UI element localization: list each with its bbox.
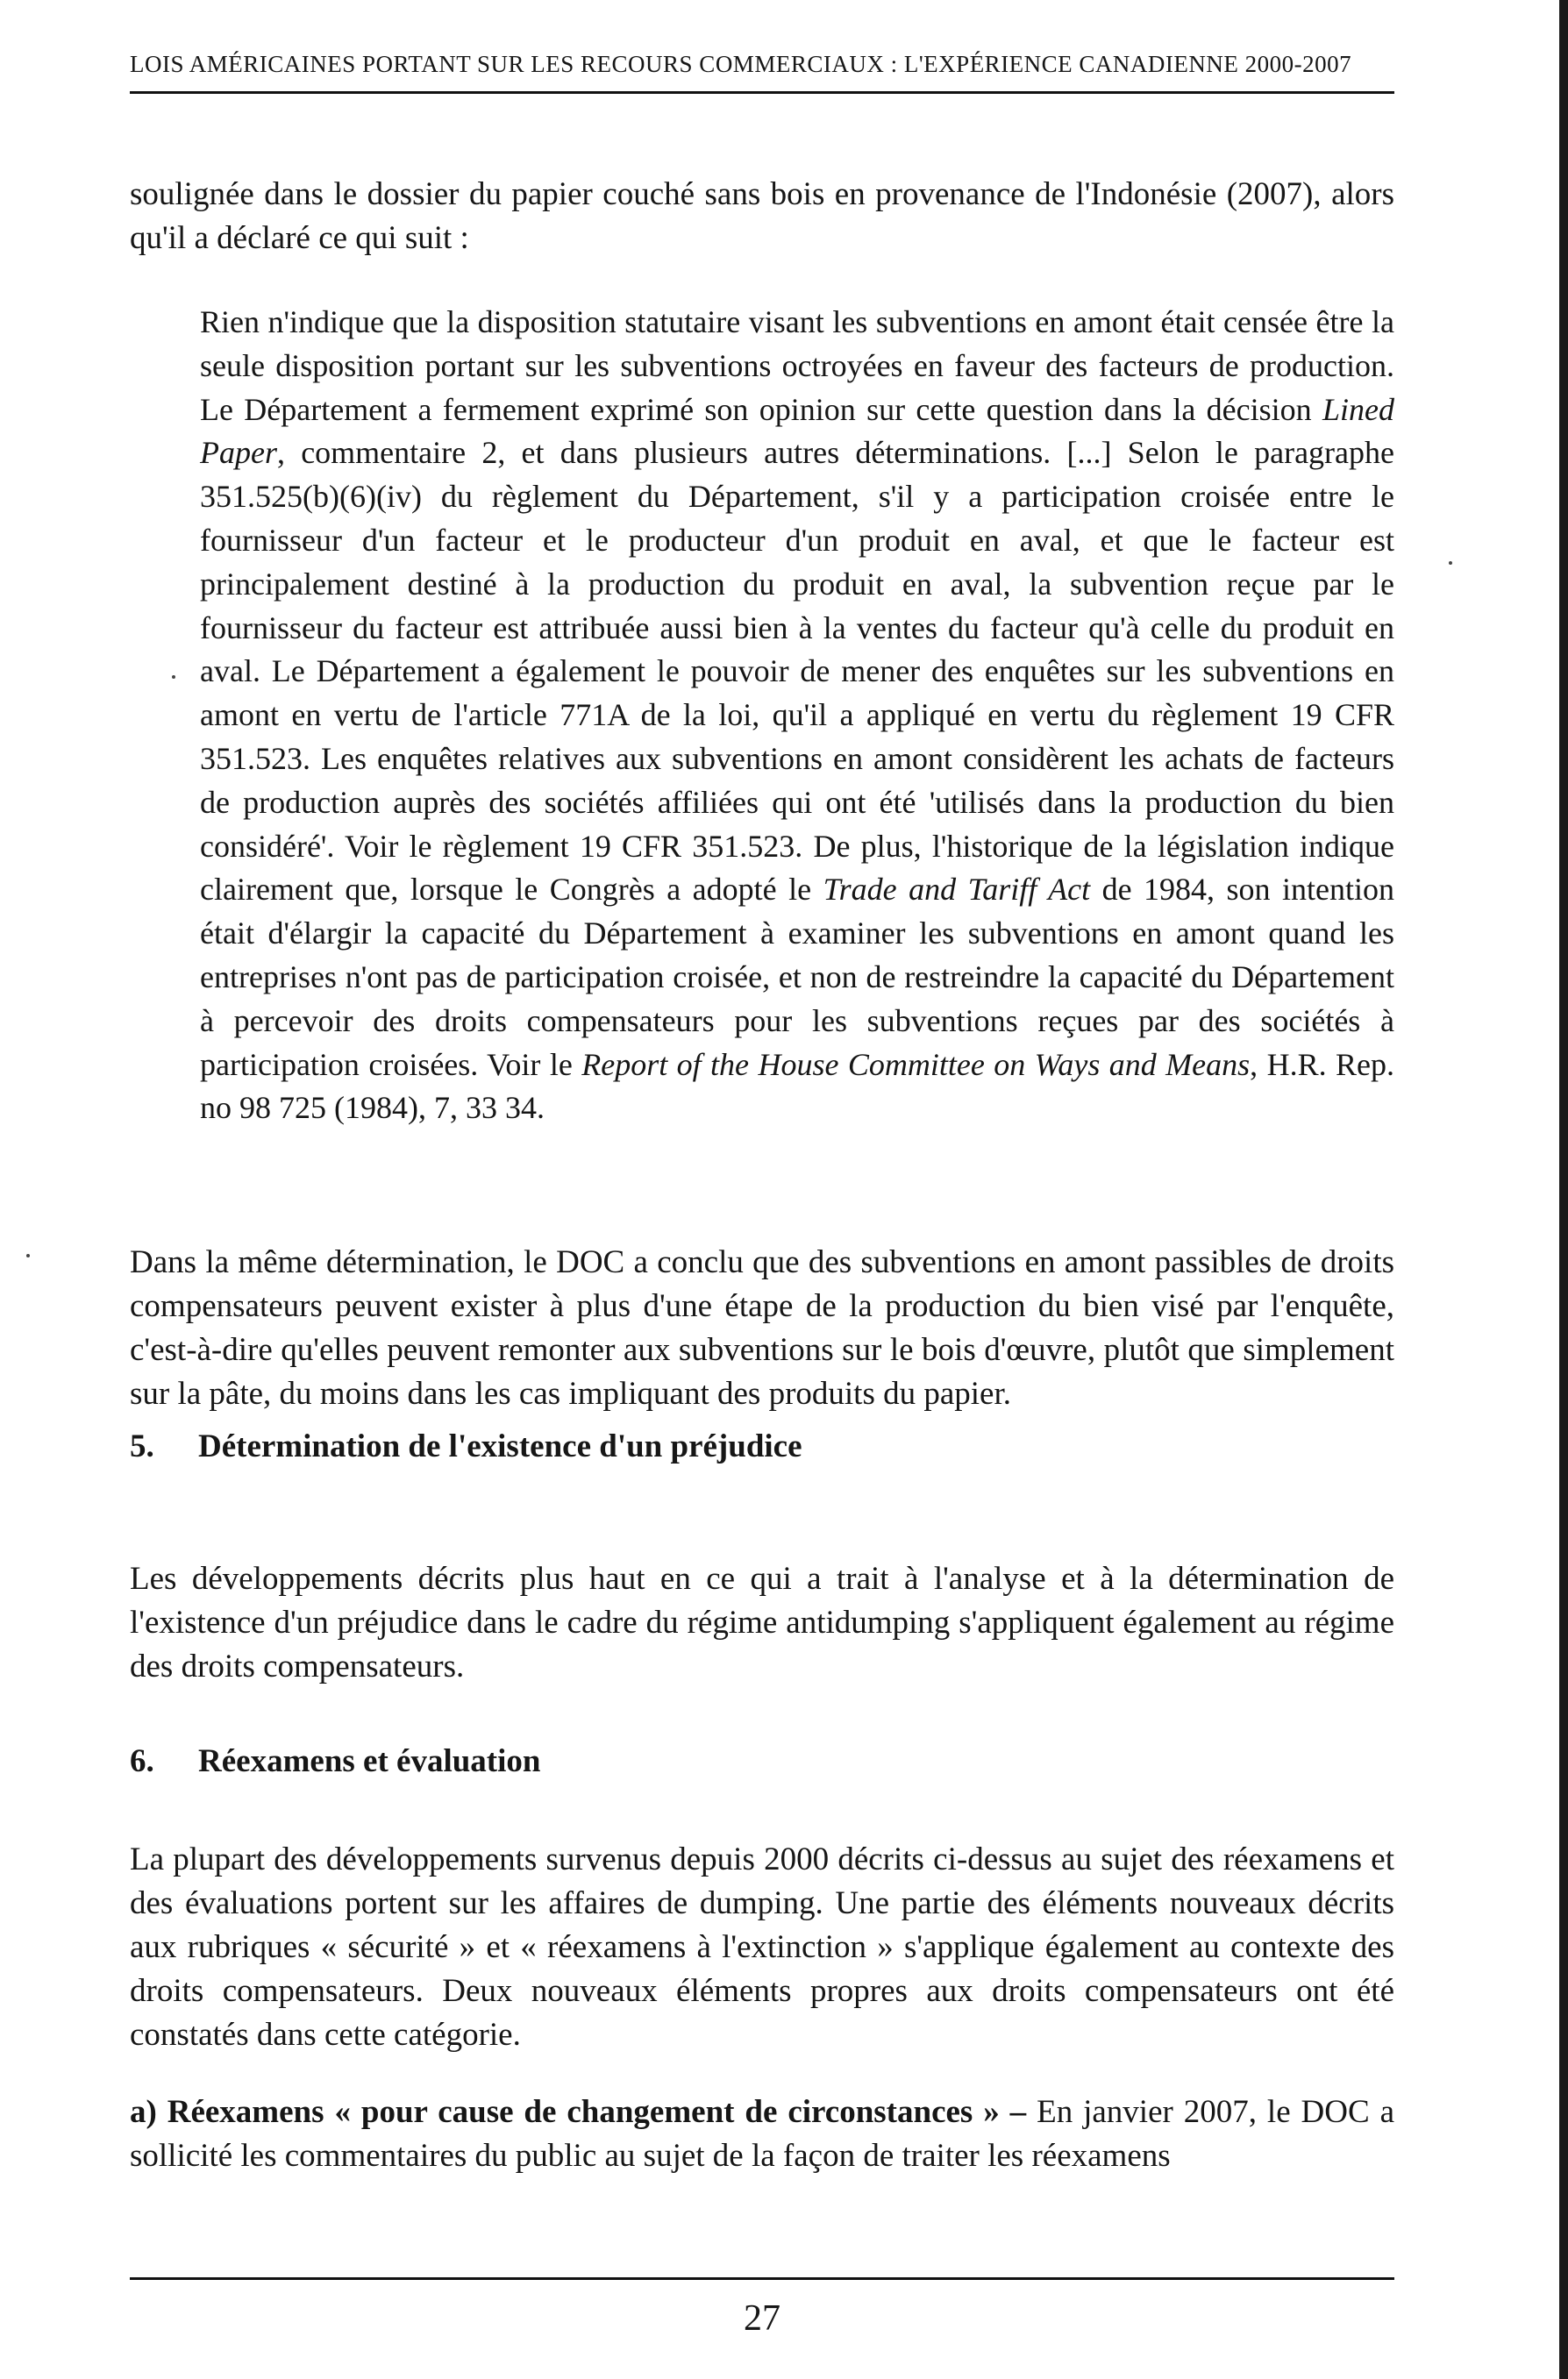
section-5-number: 5. xyxy=(130,1428,154,1464)
paragraph-5-lead: a) Réexamens « pour cause de changement de circonstances » – xyxy=(130,2094,1027,2130)
quote-italic-trade-act: Trade and Tariff Act xyxy=(823,872,1091,908)
intro-paragraph: soulignée dans le dossier du papier couché sans bois en provenance de l'Indonésie (2007), alors qu'il a déclaré ce qui suit : xyxy=(130,176,1394,256)
paragraph-2: Dans la même détermination, le DOC a conclu que des subventions en amont passibles de droits compensateurs peuvent exister à plus d'une étape de la production du bien visé par l'enquête, c'est-à-dire qu'elles peuvent remonter aux subventions sur le bois d'œuvre, plutôt que simplement sur la pâte, du moins dans les cas impliquant des produits du papier. xyxy=(130,1244,1394,1412)
page-number: 27 xyxy=(744,2298,780,2339)
block-quote xyxy=(200,301,1394,1130)
running-head: LOIS AMÉRICAINES PORTANT SUR LES RECOURS COMMERCIAUX : L'EXPÉRIENCE CANADIENNE 2000-2007 xyxy=(130,51,1352,77)
quote-italic-report: Report of the House Committee on Ways and Means xyxy=(581,1046,1251,1082)
section-6-number: 6. xyxy=(130,1743,154,1779)
quote-text-1: Rien n'indique que la disposition statutaire visant les subventions en amont était censée être la seule disposition portant sur les subventions octroyées en faveur des facteurs de production. Le Département a fermement exprimé son opinion sur cette question dans la décision xyxy=(200,304,1394,427)
paragraph-4: La plupart des développements survenus depuis 2000 décrits ci-dessus au sujet des réexamens et des évaluations portent sur les affaires de dumping. Une partie des éléments nouveaux décrits aux rubriques « sécurité » et « réexamens à l'extinction » s'applique également au contexte des droits compensateurs. Deux nouveaux éléments propres aux droits compensateurs ont été constatés dans cette catégorie. xyxy=(130,1841,1394,2053)
paragraph-5 xyxy=(130,2091,1394,2178)
section-heading-6 xyxy=(130,1742,541,1780)
scan-edge xyxy=(1559,0,1568,2379)
section-6-title: Réexamens et évaluation xyxy=(198,1743,541,1779)
scan-speck xyxy=(172,675,175,679)
footer-rule xyxy=(130,2277,1394,2280)
paragraph-5-text: En janvier 2007, le DOC a sollicité les commentaires du public au sujet de la façon de traiter les réexamens xyxy=(130,2094,1394,2174)
scan-speck xyxy=(26,1254,30,1257)
section-heading-5 xyxy=(130,1428,802,1465)
section-5-title: Détermination de l'existence d'un préjudice xyxy=(198,1428,802,1464)
header-rule xyxy=(130,91,1394,94)
scan-speck xyxy=(1449,561,1452,565)
quote-text-3: de 1984, son intention était d'élargir la capacité du Département à examiner les subventions en amont quand les entreprises n'ont pas de participation croisée, et non de restreindre la capacité du Département à percevoir des droits compensateurs pour les subventions reçues par des sociétés à participation croisées. Voir le xyxy=(200,872,1394,1082)
paragraph-3: Les développements décrits plus haut en ce qui a trait à l'analyse et à la détermination de l'existence d'un préjudice dans le cadre du régime antidumping s'appliquent également au régime des droits compensateurs. xyxy=(130,1561,1394,1685)
quote-text-2: , commentaire 2, et dans plusieurs autres déterminations. [...] Selon le paragraphe 351.525(b)(6)(iv) du règlement du Département, s'il y a participation croisée entre le fournisseur d'un facteur et le producteur d'un produit en aval, et que le facteur est principalement destiné à la production du produit en aval, la subvention reçue par le fournisseur du facteur est attribuée aussi bien à la ventes du facteur qu'à celle du produit en aval. Le Département a également le pouvoir de mener des enquêtes sur les subventions en amont en vertu de l'article 771A de la loi, qu'il a appliqué en vertu du règlement 19 CFR 351.523. Les enquêtes relatives aux subventions en amont considèrent les achats de facteurs de production auprès des sociétés affiliées qui ont été 'utilisés dans la production du bien considéré'. Voir le règlement 19 CFR 351.523. De plus, l'historique de la législation indique clairement que, lorsque le Congrès a adopté le xyxy=(200,435,1394,908)
quote-italic-lined-paper: Lined Paper xyxy=(200,391,1394,471)
quote-text-4: , H.R. Rep. no 98 725 (1984), 7, 33 34. xyxy=(200,1046,1394,1126)
